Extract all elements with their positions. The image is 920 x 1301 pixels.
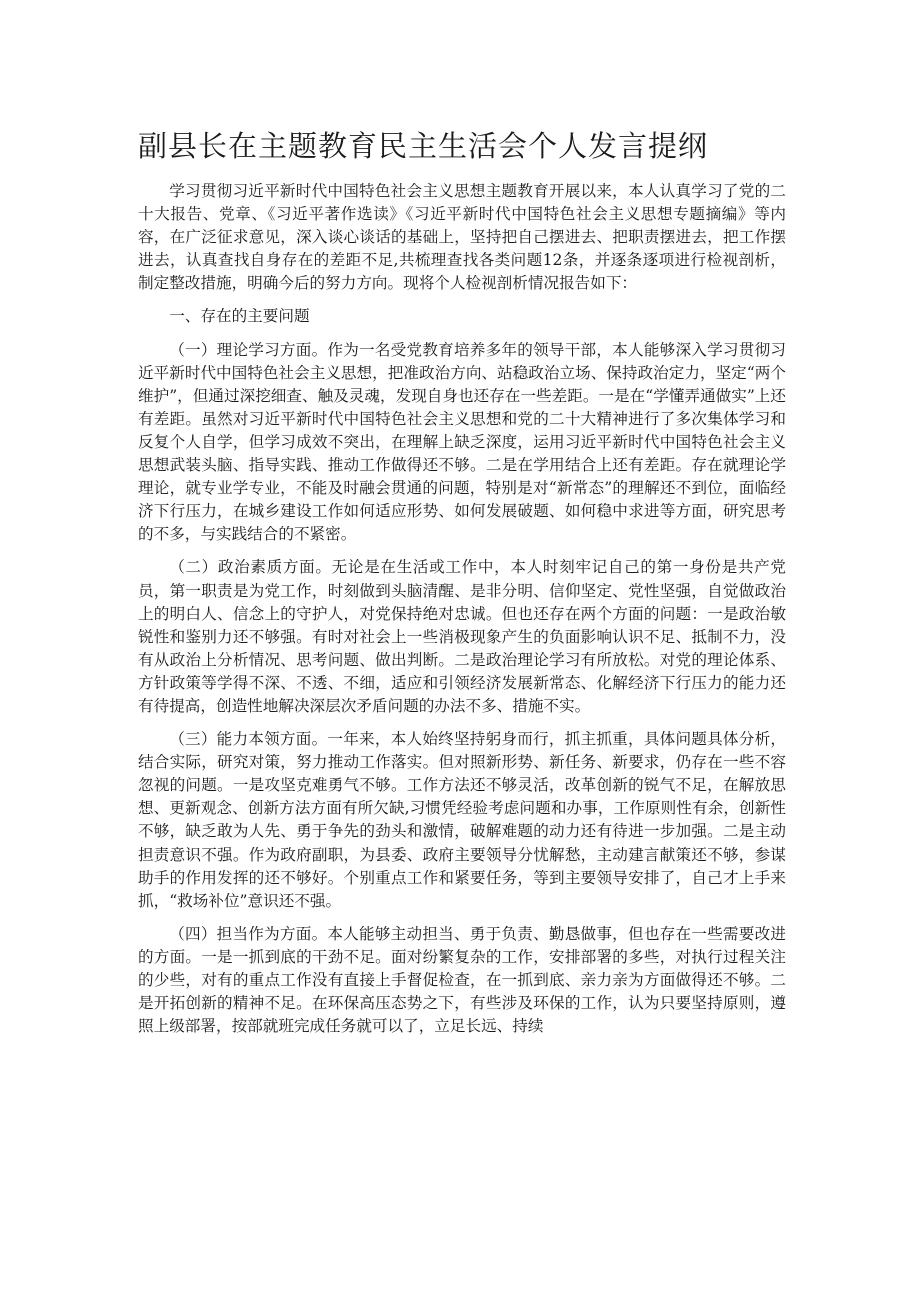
section-heading: 一、存在的主要问题 [169,307,310,326]
intro-paragraph: 学习贯彻习近平新时代中国特色社会主义思想主题教育开展以来，本人认真学习了党的二十大报告、党章、《习近平著作选读》《习近平新时代中国特色社会主义思想专题摘编》等内容，在广泛征求意见，深入谈心谈话的基础上，坚持把自己摆进去、把职责摆进去，把工作摆进去，认真查找自身存在的差距不足,共梳理查找各类问题12条，并逐条逐项进行检视剖析，制定整改措施，明确今后的努力方向。现将个人检视剖析情况报告如下： [138,182,786,293]
document-body [138,180,786,1048]
paragraph-political-quality: （二）政治素质方面。无论是在生活或工作中，本人时刻牢记自己的第一身份是共产党员，第一职责是为党工作，时刻做到头脑清醒、是非分明、信仰坚定、党性坚强，自觉做政治上的明白人、信念上的守护人，对党保持绝对忠诚。但也还存在两个方面的问题：一是政治敏锐性和鉴别力还不够强。有时对社会上一些消极现象产生的负面影响认识不足、抵制不力，没有从政治上分析情况、思考问题、做出判断。二是政治理论学习有所放松。对党的理论体系、方针政策等学得不深、不透、不细，适应和引领经济发展新常态、化解经济下行压力的能力还有待提高，创造性地解决深层次矛盾问题的办法不多、措施不实。 [138,558,786,715]
paragraph-theory-study: （一）理论学习方面。作为一名受党教育培养多年的领导干部，本人能够深入学习贯彻习近平新时代中国特色社会主义思想，把准政治方向、站稳政治立场、保持政治定力，坚定“两个维护”，但通过深挖细查、触及灵魂，发现自身也还存在一些差距。一是在“学懂弄通做实”上还有差距。虽然对习近平新时代中国特色社会主义思想和党的二十大精神进行了多次集体学习和反复个人自学，但学习成效不突出，在理解上缺乏深度，运用习近平新时代中国特色社会主义思想武装头脑、指导实践、推动工作做得还不够。二是在学用结合上还有差距。存在就理论学理论，就专业学专业，不能及时融会贯通的问题，特别是对“新常态”的理解还不到位，面临经济下行压力，在城乡建设工作如何适应形势、如何发展破题、如何稳中求进等方面，研究思考的不多，与实践结合的不紧密。 [138,340,786,544]
paragraph-ability: （三）能力本领方面。一年来，本人始终坚持躬身而行，抓主抓重，具体问题具体分析，结合实际，研究对策，努力推动工作落实。但对照新形势、新任务、新要求，仍存在一些不容忽视的问题。一是攻坚克难勇气不够。工作方法还不够灵活，改革创新的锐气不足，在解放思想、更新观念、创新方法方面有所欠缺,习惯凭经验考虑问题和办事，工作原则性有余，创新性不够，缺乏敢为人先、勇于争先的劲头和激情，破解难题的动力还有待进一步加强。二是主动担责意识不强。作为政府副职，为县委、政府主要领导分忧解愁，主动建言献策还不够，参谋助手的作用发挥的还不够好。个别重点工作和紧要任务，等到主要领导安排了，自己才上手来抓，“救场补位”意识还不强。 [138,730,786,910]
paragraph-responsibility: （四）担当作为方面。本人能够主动担当、勇于负责、勤恳做事，但也存在一些需要改进的方面。一是一抓到底的干劲不足。面对纷繁复杂的工作，安排部署的多些，对执行过程关注的少些，对有的重点工作没有直接上手督促检查，在一抓到底、亲力亲为方面做得还不够。二是开拓创新的精神不足。在环保高压态势之下，有些涉及环保的工作，认为只要坚持原则，遵照上级部署，按部就班完成任务就可以了，立足长远、持续 [138,924,786,1036]
document-title: 副县长在主题教育民主生活会个人发言提纲 [138,129,709,163]
